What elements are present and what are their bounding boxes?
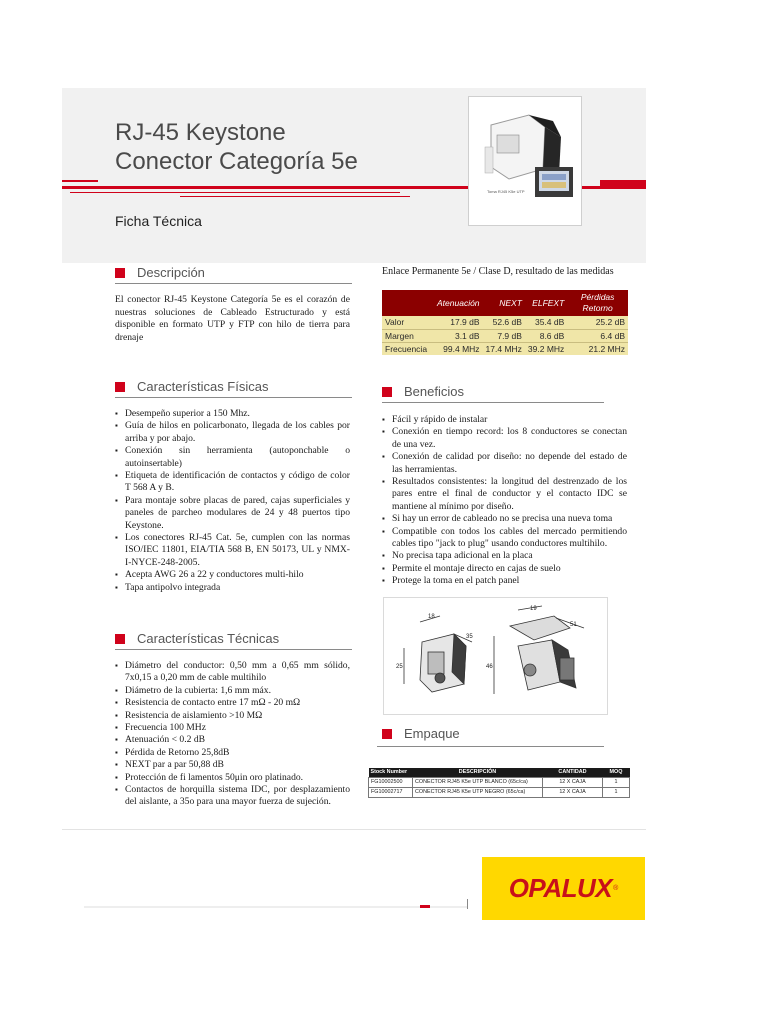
list-item: ▪ Desempeño superior a 150 Mhz.: [115, 408, 350, 420]
bullet-square-icon: [115, 268, 125, 278]
accent-block-left: [62, 180, 98, 182]
stock-table: [368, 768, 630, 798]
stock-col-header: Stock Number: [369, 768, 413, 777]
fisicas-list: [115, 408, 350, 594]
dimension-label: 35: [466, 634, 473, 640]
list-item: ▪ Fácil y rápido de instalar: [382, 414, 627, 426]
section-rule: [377, 746, 604, 747]
footer-line: [84, 906, 468, 908]
table-row: Margen 3.1 dB 7.9 dB 8.6 dB 6.4 dB: [382, 329, 628, 342]
perf-col-header: Pérdidas Retorno: [567, 290, 628, 316]
list-item: ▪ Etiqueta de identificación de contactos y código de color T 568 A y B.: [115, 470, 350, 495]
list-item: ▪ Conexión sin herramienta (autoponchable o autoinsertable): [115, 445, 350, 470]
section-rule: [115, 649, 352, 650]
list-item: ▪ Compatible con todos los cables del mercado permitiendo cables tipo "jack to plug" usando conductores multihilo.: [382, 526, 627, 551]
descripcion-text: El conector RJ-45 Keystone Categoría 5e es el corazón de nuestras soluciones de Cableado Estructurado y está disponible en formato UTP y FTP con hilo de tierra para drenaje: [115, 294, 350, 343]
section-rule: [115, 397, 352, 398]
section-rule: [115, 283, 352, 284]
tecnicas-list: [115, 660, 350, 809]
section-empaque-heading: Empaque: [382, 726, 460, 741]
perf-col-header: ELFEXT: [525, 290, 567, 316]
stock-col-header: DESCRIPCIÓN: [413, 768, 543, 777]
beneficios-list: [382, 414, 627, 588]
bullet-square-icon: [115, 634, 125, 644]
section-fisicas-heading: Características Físicas: [115, 379, 268, 394]
jack-open-view-drawing: [494, 606, 584, 694]
list-item: ▪ Los conectores RJ-45 Cat. 5e, cumplen con las normas ISO/IEC 11801, EIA/TIA 568 B, EN 50173, UL y NMX-I-NYCE-248-2005.: [115, 532, 350, 569]
performance-table: [382, 290, 628, 355]
list-item: ▪ Si hay un error de cableado no se precisa una nueva toma: [382, 513, 627, 525]
dimension-label: 18: [428, 614, 435, 620]
bullet-square-icon: [115, 382, 125, 392]
perf-col-header: [382, 290, 434, 316]
accent-block-right: [600, 180, 646, 186]
registered-mark: ®: [613, 885, 619, 892]
bullet-square-icon: [382, 387, 392, 397]
keystone-black-jack-image: [535, 167, 573, 197]
perf-col-header: NEXT: [483, 290, 525, 316]
page-subtitle: Ficha Técnica: [115, 213, 202, 229]
list-item: ▪ Contactos de horquilla sistema IDC, por desplazamiento del aislante, a 35o para una mayor fuerza de sujeción.: [115, 784, 350, 809]
photo-caption: Toma RJ45 K5e UTP: [487, 189, 525, 194]
enlace-caption: Enlace Permanente 5e / Clase D, resultado de las medidas: [382, 266, 614, 277]
footer-red-mark: [420, 905, 430, 908]
list-item: ▪ Pérdida de Retorno 25,8dB: [115, 747, 350, 759]
list-item: ▪ Protección de fi lamentos 50μin oro platinado.: [115, 772, 350, 784]
list-item: ▪ Diámetro del conductor: 0,50 mm a 0,65 mm sólido, 7x0,15 a 0,20 mm de cable multihilo: [115, 660, 350, 685]
dimension-label: 25: [396, 664, 403, 670]
list-item: ▪ Guía de hilos en policarbonato, llegada de los cables por arriba y por abajo.: [115, 420, 350, 445]
table-row: FG10002500 CONECTOR RJ45 K5e UTP BLANCO (65c/ca) 12 X CAJA 1: [369, 777, 630, 787]
footer-rule: [62, 829, 646, 830]
stock-col-header: CANTIDAD: [543, 768, 603, 777]
table-row: Frecuencia 99.4 MHz 17.4 MHz 39.2 MHz 21.2 MHz: [382, 342, 628, 355]
page-title: [115, 118, 358, 176]
list-item: ▪ Permite el montaje directo en cajas de suelo: [382, 563, 627, 575]
dimension-label: 46: [486, 664, 493, 670]
list-item: ▪ Tapa antipolvo integrada: [115, 582, 350, 594]
opalux-logo: [482, 857, 645, 920]
list-item: ▪ Acepta AWG 26 a 22 y conductores multi-hilo: [115, 569, 350, 581]
list-item: ▪ Conexión en tiempo record: los 8 conductores se conectan de una vez.: [382, 426, 627, 451]
section-descripcion-heading: Descripción: [115, 265, 205, 280]
accent-line-thin-1: [70, 192, 400, 193]
logo-wordmark: OPALUX: [508, 873, 613, 903]
section-beneficios-heading: Beneficios: [382, 384, 464, 399]
top-margin: [0, 0, 768, 48]
list-item: ▪ Resultados consistentes: la longitud del destrenzado de los pares entre el final de conductor y el contacto IDC se mantiene al mínimo por diseño.: [382, 476, 627, 513]
list-item: ▪ Resistencia de contacto entre 17 mΩ - 20 mΩ: [115, 697, 350, 709]
bullet-square-icon: [382, 729, 392, 739]
jack-side-view-drawing: [404, 616, 472, 692]
table-row: Valor 17.9 dB 52.6 dB 35.4 dB 25.2 dB: [382, 316, 628, 329]
dimension-label: 51: [570, 622, 577, 628]
list-item: ▪ Diámetro de la cubierta: 1,6 mm máx.: [115, 685, 350, 697]
section-rule: [382, 402, 604, 403]
accent-line-thin-2: [180, 196, 410, 197]
product-photo: [468, 96, 582, 226]
stock-col-header: MOQ: [603, 768, 630, 777]
list-item: ▪ NEXT par a par 50,88 dB: [115, 759, 350, 771]
dimension-label: 19: [530, 606, 537, 612]
title-line-1: RJ-45 Keystone: [115, 119, 286, 146]
title-line-2: Conector Categoría 5e: [115, 148, 358, 175]
list-item: ▪ Conexión de calidad por diseño: no depende del estado de las herramientas.: [382, 451, 627, 476]
list-item: ▪ No precisa tapa adicional en la placa: [382, 550, 627, 562]
list-item: ▪ Frecuencia 100 MHz: [115, 722, 350, 734]
dimension-diagram: [383, 597, 608, 715]
section-tecnicas-heading: Características Técnicas: [115, 631, 279, 646]
table-row: FG10002717 CONECTOR RJ45 K5e UTP NEGRO (65c/ca) 12 X CAJA 1: [369, 787, 630, 797]
list-item: ▪ Para montaje sobre placas de pared, cajas superficiales y paneles de parcheo modulares de 24 y 48 puertos tipo Keystone.: [115, 495, 350, 532]
list-item: ▪ Atenuación < 0.2 dB: [115, 734, 350, 746]
perf-col-header: Atenuación: [434, 290, 483, 316]
list-item: ▪ Resistencia de aislamiento >10 MΩ: [115, 710, 350, 722]
footer-tick: [467, 899, 468, 909]
list-item: ▪ Protege la toma en el patch panel: [382, 575, 627, 587]
